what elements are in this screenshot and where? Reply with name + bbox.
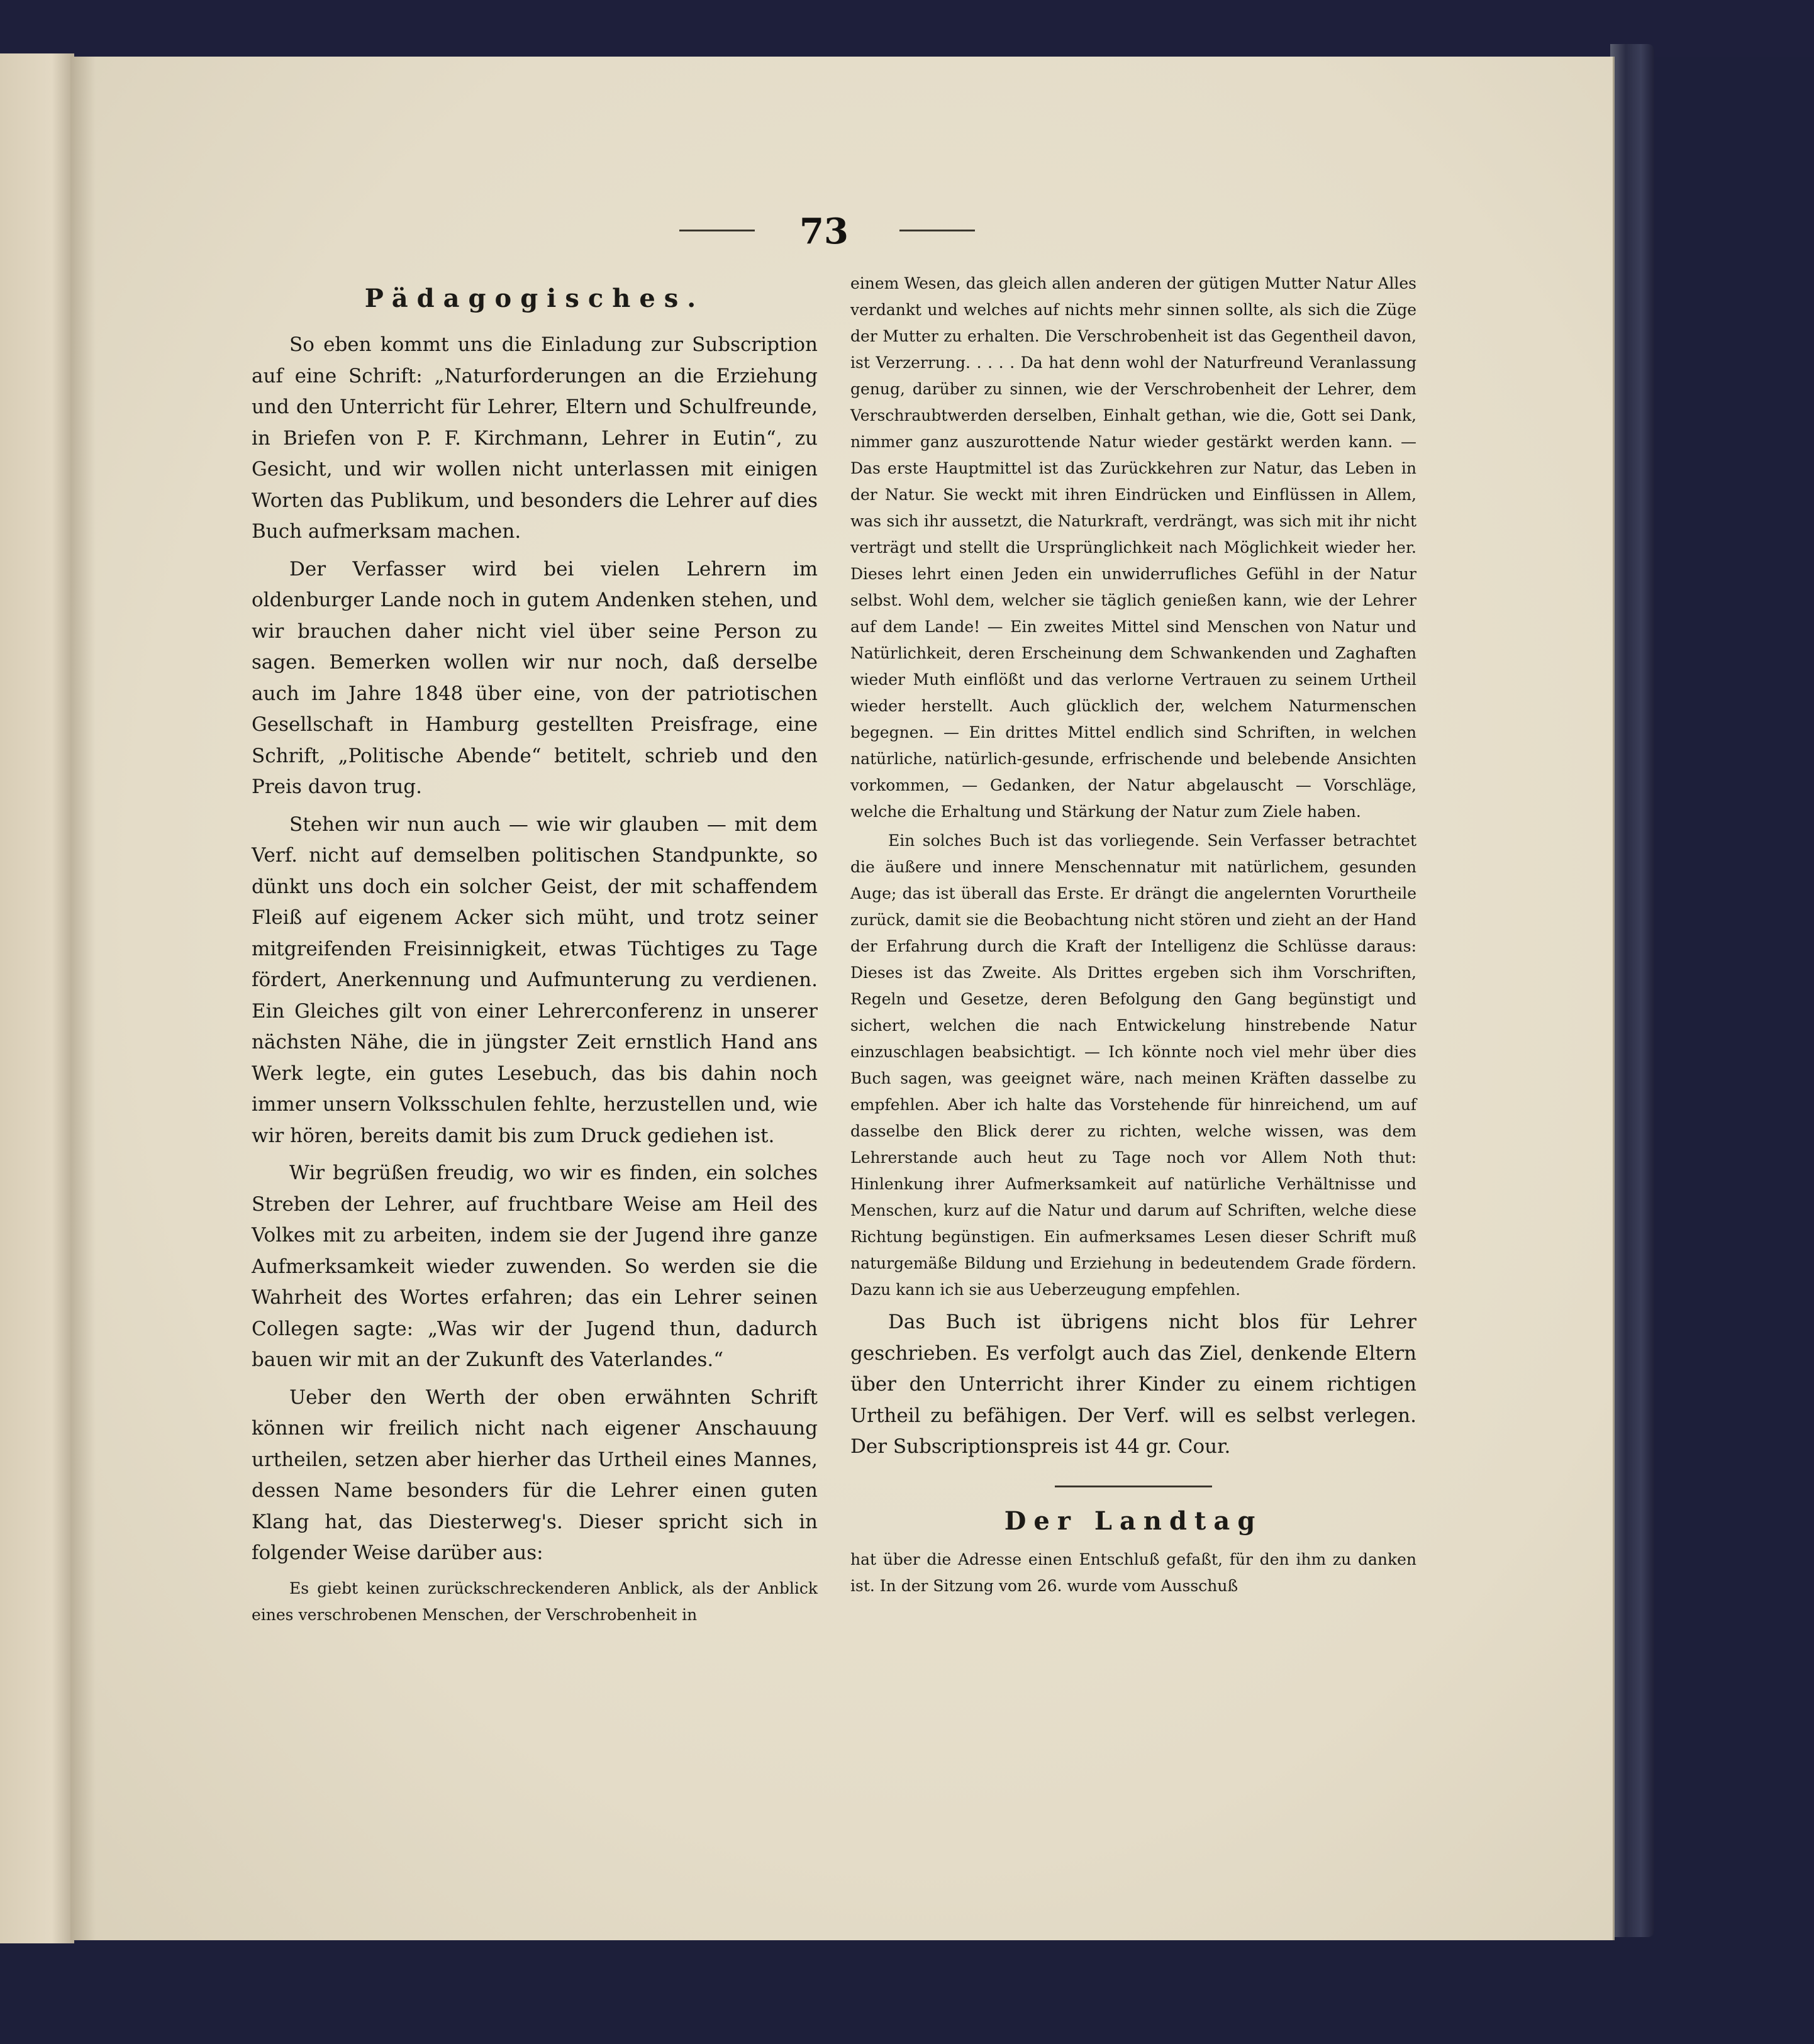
paragraph: So eben kommt uns die Einladung zur Subscription auf eine Schrift: „Naturforderungen an die Erziehung und den Unterricht für Lehrer, Eltern und Schulfreunde, in Briefen von P. F. Kirchmann, Lehrer in Eutin“, zu Gesicht, und wir wollen nicht unterlassen mit einigen Worten das Publikum, und besonders die Lehrer auf dies Buch aufmerksam machen. [252, 333, 818, 543]
section-separator [1055, 1486, 1212, 1487]
paragraph: hat über die Adresse einen Entschluß gefaßt, für den ihm zu danken ist. In der Sitzung vom 26. wurde vom Ausschuß [850, 1550, 1416, 1595]
paragraph: Ueber den Werth der oben erwähnten Schrift können wir freilich nicht nach eigener Anschauung urtheilen, setzen aber hierher das Urtheil eines Mannes, dessen Name besonders für die Lehrer einen guten Klang hat, das Diesterweg's. Dieser spricht sich in folgender Weise darüber aus: [252, 1386, 818, 1564]
quote-paragraph: Ein solches Buch ist das vorliegende. Sein Verfasser betrachtet die äußere und innere Menschennatur mit natürlichem, gesunden Auge; das ist überall das Erste. Er drängt die angelernten Vorurtheile zurück, damit sie die Beobachtung nicht stören und zieht an der Hand der Erfahrung durch die Kraft der Intelligenz die Schlüsse daraus: Dieses ist das Zweite. Als Drittes ergeben sich ihm Vorschriften, Regeln und Gesetze, deren Befolgung den Gang begünstigt und sichert, welchen die nach Entwickelung hinstrebende Natur einzuschlagen beabsichtigt. — Ich könnte noch viel mehr über dies Buch sagen, was geeignet wäre, nach meinen Kräften dasselbe zu empfehlen. Aber ich halte das Vorstehende für hinreichend, um auf dasselbe den Blick derer zu richten, welche wissen, was dem Lehrerstande auch heut zu Tage noch vor Allem Noth thut: Hinlenkung ihrer Aufmerksamkeit auf natürliche Verhältnisse und Menschen, kurz auf die Natur und darum auf Schriften, welche diese Richtung begünstigen. Ein aufmerksames Lesen dieser Schrift muß naturgemäße Bildung und Erziehung in bedeutendem Grade fördern. Dazu kann ich sie aus Ueberzeugung empfehlen. [850, 831, 1416, 1299]
page-gutter [70, 57, 96, 1940]
paragraph: Der Verfasser wird bei vielen Lehrern im oldenburger Lande noch in gutem Andenken stehen, und wir brauchen daher nicht viel über seine Person zu sagen. Bemerken wollen wir nur noch, daß derselbe auch im Jahre 1848 über eine, von der patriotischen Gesellschaft in Hamburg gestellten Preisfrage, eine Schrift, „Politische Abende“ betitelt, schrieb und den Preis davon trug. [252, 557, 818, 798]
page-number: 73 [799, 211, 849, 252]
book-cover-edge [1610, 44, 1654, 1937]
header-rule-left [679, 230, 755, 231]
right-column [850, 270, 1416, 1602]
quote-paragraph: Es giebt keinen zurückschreckenderen Anblick, als der Anblick eines verschrobenen Menschen, der Verschrobenheit in [252, 1579, 818, 1624]
quote-continuation: einem Wesen, das gleich allen anderen der gütigen Mutter Natur Alles verdankt und welches auf nichts mehr sinnen sollte, als sich die Züge der Mutter zu erhalten. Die Verschrobenheit ist das Gegentheil davon, ist Verzerrung. . . . . Da hat denn wohl der Naturfreund Veranlassung genug, darüber zu sinnen, wie der Verschrobenheit der Lehrer, dem Verschraubtwerden derselben, Einhalt gethan, wie die, Gott sei Dank, nimmer ganz auszurottende Natur wieder gestärkt werden kann. — Das erste Hauptmittel ist das Zurückkehren zur Natur, das Leben in der Natur. Sie weckt mit ihren Eindrücken und Einflüssen in Allem, was sich ihr aussetzt, die Naturkraft, verdrängt, was sich mit ihr nicht verträgt und stellt die Ursprünglichkeit nach Möglichkeit wieder her. Dieses lehrt einen Jeden ein unwiderrufliches Gefühl in der Natur selbst. Wohl dem, welcher sie täglich genießen kann, wie der Lehrer auf dem Lande! — Ein zweites Mittel sind Menschen von Natur und Natürlichkeit, deren Erscheinung dem Schwankenden und Zaghaften wieder Muth einflößt und das verlorne Vertrauen zu seinem Urtheil wieder herstellt. Auch glücklich der, welchem Naturmenschen begegnen. — Ein drittes Mittel endlich sind Schriften, in welchen natürliche, natürlich-gesunde, erfrischende und belebende Ansichten vorkommen, — Gedanken, der Natur abgelauscht — Vorschläge, welche die Erhaltung und Stärkung der Natur zum Ziele haben. [850, 274, 1416, 821]
facing-page-edge [0, 53, 74, 1943]
header-rule-right [899, 230, 975, 231]
section-heading-landtag: Der Landtag [1004, 1506, 1263, 1536]
paragraph: Stehen wir nun auch — wie wir glauben — mit dem Verf. nicht auf demselben politischen Standpunkte, so dünkt uns doch ein solcher Geist, der mit schaffendem Fleiß auf eigenem Acker sich müht, und trotz seiner mitgreifenden Freisinnigkeit, etwas Tüchtiges zu Tage fördert, Anerkennung und Aufmunterung zu verdienen. Ein Gleiches gilt von einer Lehrerconferenz in unserer nächsten Nähe, die in jüngster Zeit ernstlich Hand ans Werk legte, ein gutes Lesebuch, das bis dahin noch immer unsern Volksschulen fehlte, herzustellen und, wie wir hören, bereits damit bis zum Druck gediehen ist. [252, 813, 818, 1147]
section-heading-paedagogisches: Pädagogisches. [364, 284, 705, 313]
closing-paragraph: Das Buch ist übrigens nicht blos für Lehrer geschrieben. Es verfolgt auch das Ziel, denkende Eltern über den Unterricht ihrer Kinder zu einem richtigen Urtheil zu befähigen. Der Verf. will es selbst verlegen. Der Subscriptionspreis ist 44 gr. Cour. [850, 1311, 1416, 1458]
left-column [252, 277, 818, 1631]
backdrop [0, 0, 1814, 57]
paragraph: Wir begrüßen freudig, wo wir es finden, ein solches Streben der Lehrer, auf fruchtbare Weise am Heil des Volkes mit zu arbeiten, indem sie der Jugend ihre ganze Aufmerksamkeit wieder zuwenden. So werden sie die Wahrheit des Wortes erfahren; das ein Lehrer seinen Collegen sagte: „Was wir der Jugend thun, dadurch bauen wir mit an der Zukunft des Vaterlandes.“ [252, 1162, 818, 1371]
page-header [673, 211, 975, 252]
